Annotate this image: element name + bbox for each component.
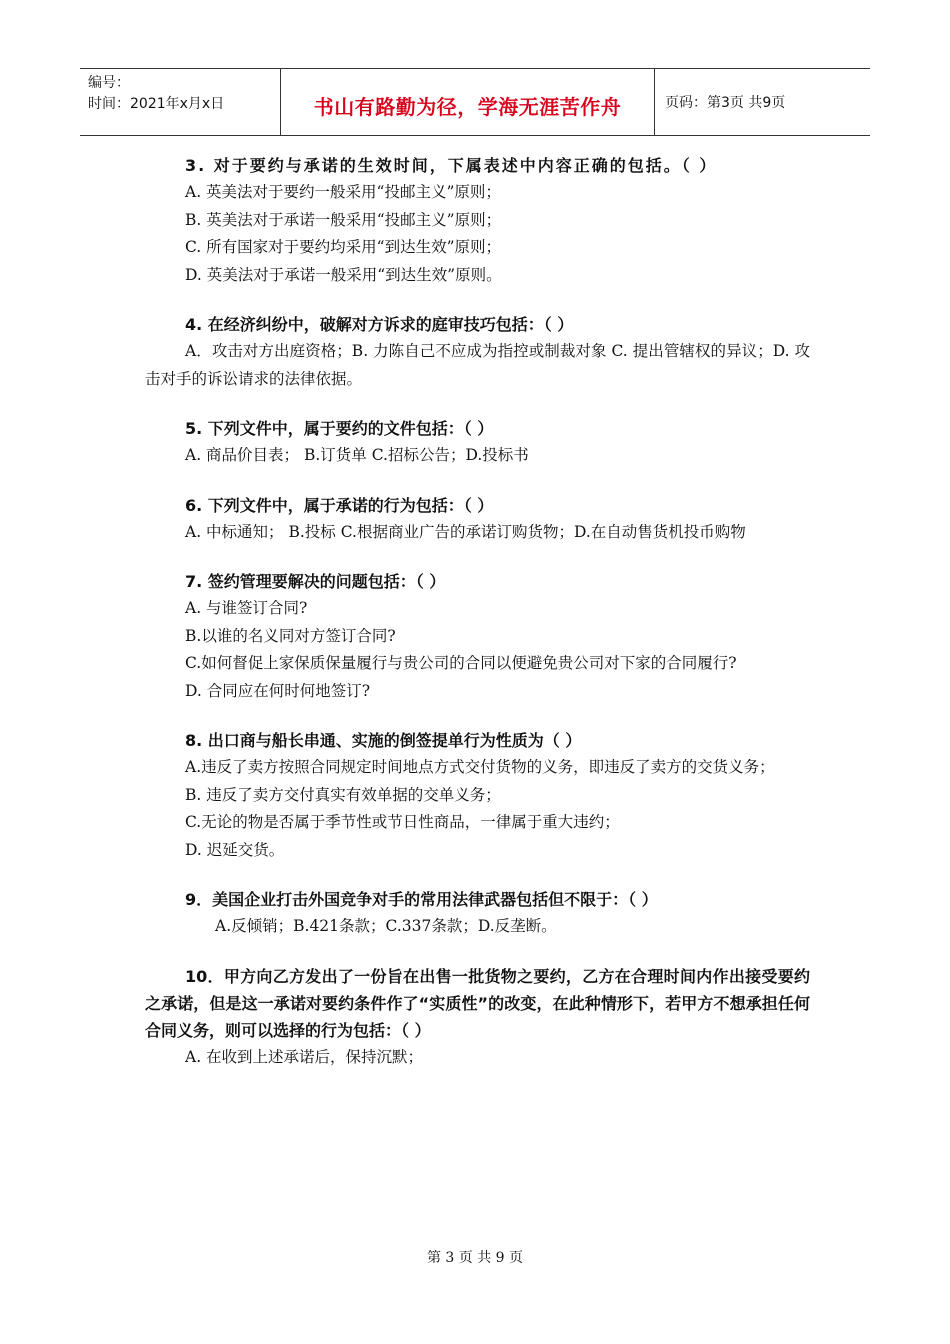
option-text: A. 中标通知； B.投标 C.根据商业广告的承诺订购货物；D.在自动售货机投币购物 <box>185 522 746 541</box>
header-page-number: 页码：第3页 共9页 <box>665 95 786 111</box>
question-stem: 8. 出口商与船长串通、实施的倒签提单行为性质为（ ） <box>185 731 582 750</box>
option-d: D. 英美法对于承诺一般采用“到达生效”原则。 <box>185 265 502 284</box>
question-5 <box>145 415 810 470</box>
option-text: A.反倾销；B.421条款；C.337条款；D.反垄断。 <box>215 917 557 935</box>
question-stem: 5. 下列文件中，属于要约的文件包括：（ ） <box>185 419 494 438</box>
option-b: B.以谁的名义同对方签订合同? <box>185 626 396 645</box>
option-text: A. 商品价目表； B.订货单 C.招标公告；D.投标书 <box>185 446 529 464</box>
footer-page-number: 第 3 页 共 9 页 <box>426 1250 524 1266</box>
option-a: A.违反了卖方按照合同规定时间地点方式交付货物的义务，即违反了卖方的交货义务； <box>185 758 775 776</box>
question-stem: 7. 签约管理要解决的问题包括：（ ） <box>185 572 446 591</box>
question-6 <box>145 492 810 547</box>
question-stem: 6. 下列文件中，属于承诺的行为包括：（ ） <box>185 495 494 515</box>
page-footer <box>0 1247 950 1267</box>
option-a: A. 英美法对于要约一般采用“投邮主义”原则； <box>185 183 501 201</box>
option-c: C.无论的物是否属于季节性或节日性商品，一律属于重大违约； <box>185 813 620 831</box>
header-motto-cell <box>281 69 655 135</box>
question-8 <box>145 727 810 864</box>
header-meta-cell <box>80 69 281 135</box>
document-date-label: 时间：2021年x月x日 <box>88 96 225 112</box>
option-b: B. 英美法对于承诺一般采用“投邮主义”原则； <box>185 210 502 229</box>
question-7 <box>145 568 810 705</box>
option-a: A. 在收到上述承诺后，保持沉默； <box>185 1047 424 1066</box>
option-d: D. 迟延交货。 <box>185 840 285 859</box>
question-4 <box>145 311 810 393</box>
document-header <box>80 68 870 136</box>
option-a: A. 与谁签订合同? <box>185 599 308 617</box>
question-list <box>145 152 810 1071</box>
header-page-cell <box>655 69 870 135</box>
option-c: C.如何督促上家保质保量履行与贵公司的合同以便避免贵公司对下家的合同履行? <box>185 654 737 672</box>
question-stem: 3. 对于要约与承诺的生效时间，下属表述中内容正确的包括。（ ） <box>185 156 718 175</box>
option-text: A．攻击对方出庭资格；B. 力陈自己不应成为指控或制裁对象 C. 提出管辖权的异议；D. 攻击对手的诉讼请求的法律依据。 <box>145 342 810 388</box>
question-stem: 10．甲方向乙方发出了一份旨在出售一批货物之要约，乙方在合理时间内作出接受要约之承诺，但是这一承诺对要约条件作了“实质性”的改变，在此种情形下，若甲方不想承担任何合同义务，则可以选择的行为包括：（ ） <box>145 966 810 1040</box>
option-d: D. 合同应在何时何地签订? <box>185 681 371 700</box>
question-stem: 4. 在经济纠纷中，破解对方诉求的庭审技巧包括：（ ） <box>185 315 574 334</box>
question-10 <box>145 963 810 1072</box>
option-b: B. 违反了卖方交付真实有效单据的交单义务； <box>185 785 501 804</box>
header-motto: 书山有路勤为径，学海无涯苦作舟 <box>313 94 622 119</box>
document-number-label: 编号： <box>88 75 130 91</box>
option-c: C. 所有国家对于要约均采用“到达生效”原则； <box>185 238 502 256</box>
question-9 <box>145 886 810 941</box>
question-3 <box>145 152 810 289</box>
question-stem: 9．美国企业打击外国竞争对手的常用法律武器包括但不限于：（ ） <box>185 890 658 909</box>
